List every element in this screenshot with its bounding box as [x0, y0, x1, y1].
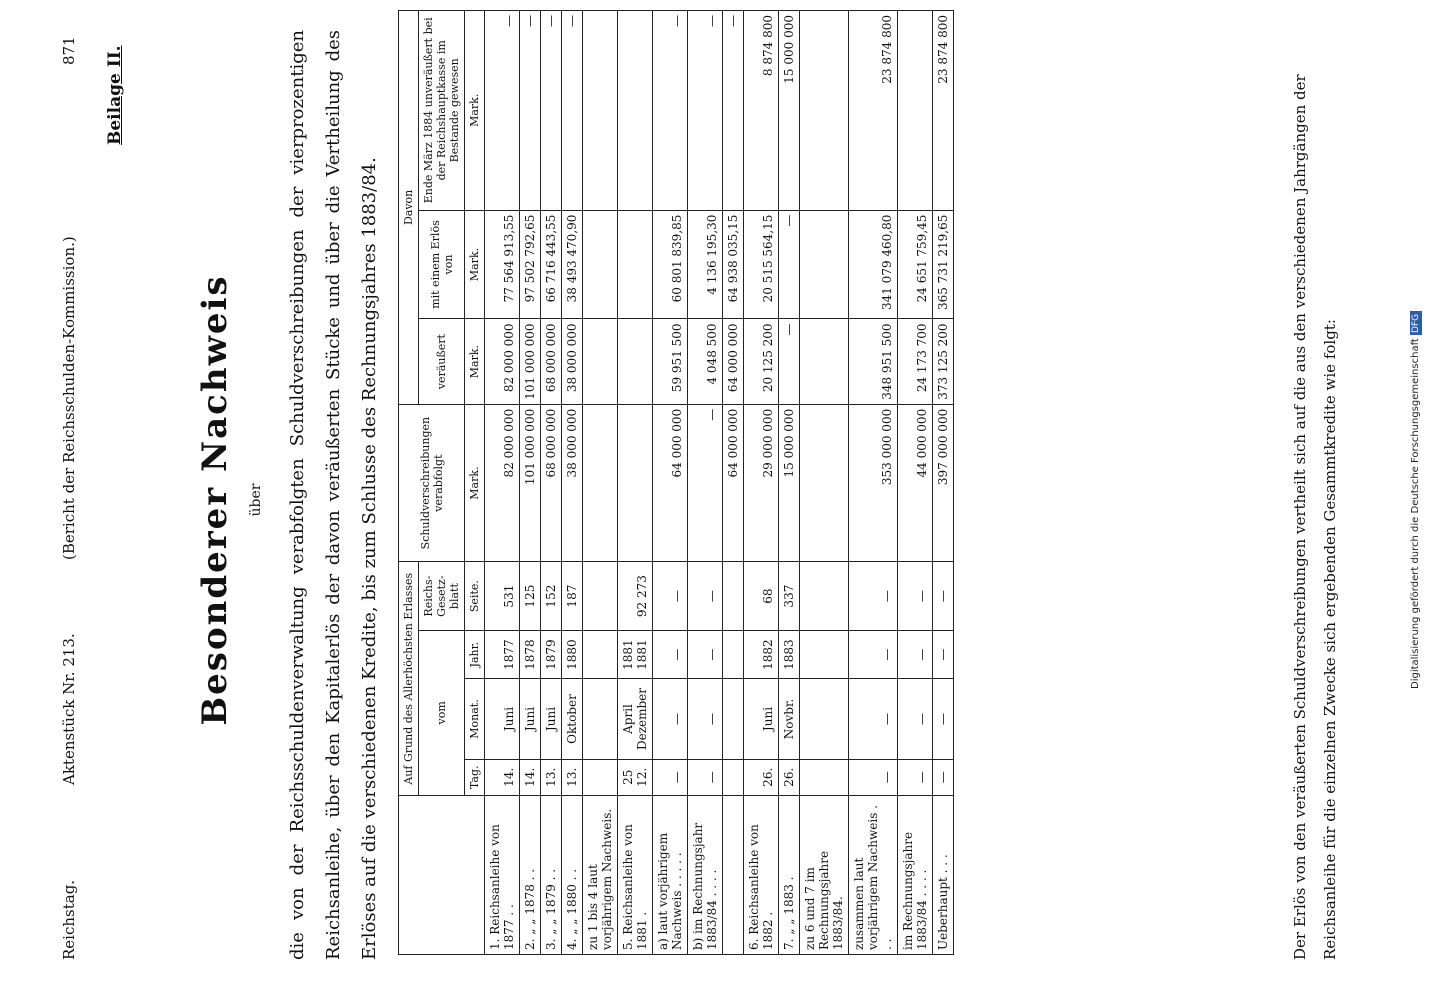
cell-tag: [583, 759, 618, 795]
cell-schuld: 82 000 000: [485, 404, 520, 562]
cell-jahr: 1882: [744, 630, 779, 679]
unit-mark: Mark.: [465, 11, 485, 211]
cell-jahr: [723, 630, 744, 679]
header-left: Reichstag.: [60, 879, 78, 960]
cell-jahr: 1877: [485, 630, 520, 679]
cell-monat: Juni: [541, 679, 562, 759]
table-row: [653, 11, 688, 955]
cell-jahr: [800, 630, 849, 679]
cell-seite: [800, 562, 849, 630]
table-row: [688, 11, 723, 955]
col-label: [399, 796, 485, 955]
title-description: die von der Reichsschuldenverwaltung verabfolgten Schuldverschreibungen der vierprozentigen Reichsanleihe, über den Kapitalerlös der davon veräußerten Stücke und über die Vertheilung des Erlöses auf die verschiedenen Kredite, bis zum Schlusse des Rechnungsjahres 1883/84.: [287, 30, 380, 960]
cell-ende: —: [485, 11, 520, 211]
cell-tag: —: [849, 759, 898, 795]
cell-schuld: 29 000 000: [744, 404, 779, 562]
digitization-note-text: Digitalisierung gefördert durch die Deutsche Forschungsgemeinschaft: [1410, 337, 1421, 689]
cell-ende: —: [520, 11, 541, 211]
cell-jahr: [583, 630, 618, 679]
cell-label: zu 6 und 7 im Rechnungsjahre 1883/84.: [800, 796, 849, 955]
cell-monat: —: [898, 679, 933, 759]
cell-ende: —: [653, 11, 688, 211]
cell-seite: —: [653, 562, 688, 630]
cell-label: 5. Reichsanleihe von 1881 .: [618, 796, 653, 955]
cell-schuld: 15 000 000: [779, 404, 800, 562]
cell-tag: 14.: [485, 759, 520, 795]
cell-erloes: 4 136 195,30: [688, 210, 723, 319]
table-row: [618, 11, 653, 955]
cell-ende: —: [541, 11, 562, 211]
cell-tag: 13.: [562, 759, 583, 795]
cell-jahr: 1881 1881: [618, 630, 653, 679]
col-grund: Auf Grund des Allerhöchsten Erlasses: [399, 562, 419, 796]
table-row: [933, 11, 954, 955]
cell-veraeussert: 82 000 000: [485, 319, 520, 404]
cell-monat: —: [653, 679, 688, 759]
digitization-note: [1410, 0, 1428, 1000]
cell-erloes: [583, 210, 618, 319]
cell-veraeussert: 373 125 200: [933, 319, 954, 404]
cell-erloes: [618, 210, 653, 319]
cell-label: im Rechnungsjahre 1883/84 . . . .: [898, 796, 933, 955]
cell-veraeussert: [800, 319, 849, 404]
table-row: [541, 11, 562, 955]
cell-erloes: 341 079 460,80: [849, 210, 898, 319]
cell-veraeussert: 4 048 500: [688, 319, 723, 404]
cell-erloes: 97 502 792,65: [520, 210, 541, 319]
cell-ende: —: [562, 11, 583, 211]
cell-seite: [583, 562, 618, 630]
cell-tag: 26.: [779, 759, 800, 795]
cell-veraeussert: 64 000 000: [723, 319, 744, 404]
cell-veraeussert: 59 951 500: [653, 319, 688, 404]
cell-seite: 68: [744, 562, 779, 630]
cell-jahr: —: [933, 630, 954, 679]
cell-schuld: 64 000 000: [723, 404, 744, 562]
cell-label: 1. Reichsanleihe von 1877 . .: [485, 796, 520, 955]
cell-tag: [800, 759, 849, 795]
cell-ende: 15 000 000: [779, 11, 800, 211]
cell-seite: 125: [520, 562, 541, 630]
cell-veraeussert: 68 000 000: [541, 319, 562, 404]
table-row: [898, 11, 933, 955]
cell-tag: 26.: [744, 759, 779, 795]
cell-erloes: 365 731 219,65: [933, 210, 954, 319]
cell-seite: 152: [541, 562, 562, 630]
nachweis-table: [398, 10, 954, 955]
cell-jahr: 1883: [779, 630, 800, 679]
col-erloes: mit einem Erlös von: [419, 210, 465, 319]
cell-ende: 23 874 800: [933, 11, 954, 211]
cell-label: b) im Rechnungsjahr 1883/84 . . . .: [688, 796, 723, 955]
table-row: [485, 11, 520, 955]
unit-mark: Mark.: [465, 404, 485, 562]
col-tag: Tag.: [465, 759, 485, 795]
cell-seite: 187: [562, 562, 583, 630]
cell-label: 3. „ „ 1879 . .: [541, 796, 562, 955]
col-veraeussert: veräußert: [419, 319, 465, 404]
cell-seite: —: [849, 562, 898, 630]
cell-schuld: 101 000 000: [520, 404, 541, 562]
cell-monat: Juni: [744, 679, 779, 759]
cell-jahr: 1880: [562, 630, 583, 679]
cell-veraeussert: 38 000 000: [562, 319, 583, 404]
cell-seite: —: [688, 562, 723, 630]
cell-veraeussert: 24 173 700: [898, 319, 933, 404]
unit-mark: Mark.: [465, 319, 485, 404]
col-monat: Monat.: [465, 679, 485, 759]
cell-ende: —: [723, 11, 744, 211]
cell-schuld: 397 000 000: [933, 404, 954, 562]
cell-schuld: 64 000 000: [653, 404, 688, 562]
cell-erloes: 60 801 839,85: [653, 210, 688, 319]
cell-label: 6. Reichsanleihe von 1882 .: [744, 796, 779, 955]
cell-seite: 337: [779, 562, 800, 630]
cell-erloes: 24 651 759,45: [898, 210, 933, 319]
col-schuld: Schuldverschreibungen verabfolgt: [399, 404, 465, 562]
table-row: [562, 11, 583, 955]
cell-monat: —: [933, 679, 954, 759]
cell-seite: 531: [485, 562, 520, 630]
dfg-logo: DFG: [1411, 313, 1421, 333]
title-ueber: über: [248, 483, 264, 517]
cell-monat: —: [849, 679, 898, 759]
cell-tag: —: [688, 759, 723, 795]
cell-monat: [800, 679, 849, 759]
cell-veraeussert: [583, 319, 618, 404]
table-row: [800, 11, 849, 955]
cell-schuld: 68 000 000: [541, 404, 562, 562]
cell-ende: [800, 11, 849, 211]
cell-seite: [723, 562, 744, 630]
cell-monat: Juni: [485, 679, 520, 759]
page-title: Besonderer Nachweis: [195, 274, 235, 726]
cell-ende: —: [688, 11, 723, 211]
header-report: (Bericht der Reichsschulden-Kommission.): [60, 236, 78, 560]
cell-schuld: —: [688, 404, 723, 562]
cell-seite: —: [933, 562, 954, 630]
footer-text: Der Erlös von den veräußerten Schuldverschreibungen vertheilt sich auf die aus den verschiedenen Jahrgängen der Reichsanleihe für die einzelnen Zwecke sich ergebenden Gesammtkredite wie folgt:: [1291, 74, 1339, 960]
cell-monat: [583, 679, 618, 759]
cell-label: zu 1 bis 4 laut vorjährigem Nachweis.: [583, 796, 618, 955]
cell-jahr: —: [688, 630, 723, 679]
cell-tag: 13.: [541, 759, 562, 795]
col-vom: vom: [419, 630, 465, 795]
cell-label: 4. „ „ 1880 . .: [562, 796, 583, 955]
cell-label: 7. „ „ 1883 .: [779, 796, 800, 955]
cell-jahr: 1878: [520, 630, 541, 679]
cell-veraeussert: 348 951 500: [849, 319, 898, 404]
cell-monat: [723, 679, 744, 759]
cell-seite: 92 273: [618, 562, 653, 630]
cell-veraeussert: 101 000 000: [520, 319, 541, 404]
cell-monat: Juni: [520, 679, 541, 759]
cell-ende: [898, 11, 933, 211]
cell-jahr: 1879: [541, 630, 562, 679]
unit-mark: Mark.: [465, 210, 485, 319]
beilage-label: Beilage II.: [105, 45, 125, 145]
col-rgb: Reichs-Gesetz-blatt: [419, 562, 465, 630]
cell-schuld: 44 000 000: [898, 404, 933, 562]
cell-seite: —: [898, 562, 933, 630]
col-seite: Seite.: [465, 562, 485, 630]
cell-ende: 23 874 800: [849, 11, 898, 211]
table-row: [583, 11, 618, 955]
cell-veraeussert: —: [779, 319, 800, 404]
cell-label: [723, 796, 744, 955]
table-row: [849, 11, 898, 955]
cell-schuld: [800, 404, 849, 562]
table-row: [744, 11, 779, 955]
cell-veraeussert: 20 125 200: [744, 319, 779, 404]
page-number: 871: [60, 36, 78, 65]
cell-erloes: 38 493 470,90: [562, 210, 583, 319]
table-row: [520, 11, 541, 955]
cell-label: Ueberhaupt . . .: [933, 796, 954, 955]
cell-monat: —: [688, 679, 723, 759]
cell-schuld: 353 000 000: [849, 404, 898, 562]
cell-schuld: [618, 404, 653, 562]
col-ende: Ende März 1884 unveräußert bei der Reichshauptkasse im Bestande gewesen: [419, 11, 465, 211]
cell-monat: April Dezember: [618, 679, 653, 759]
table-row: [779, 11, 800, 955]
cell-label: a) laut vorjährigem Nachweis . . . . .: [653, 796, 688, 955]
cell-jahr: —: [849, 630, 898, 679]
col-jahr: Jahr.: [465, 630, 485, 679]
cell-label: 2. „ „ 1878 . .: [520, 796, 541, 955]
cell-schuld: [583, 404, 618, 562]
cell-tag: —: [653, 759, 688, 795]
cell-monat: Novbr.: [779, 679, 800, 759]
cell-erloes: 77 564 913,55: [485, 210, 520, 319]
cell-ende: 8 874 800: [744, 11, 779, 211]
cell-erloes: —: [779, 210, 800, 319]
cell-erloes: [800, 210, 849, 319]
cell-ende: [583, 11, 618, 211]
cell-schuld: 38 000 000: [562, 404, 583, 562]
cell-tag: —: [898, 759, 933, 795]
cell-tag: —: [933, 759, 954, 795]
cell-tag: 14.: [520, 759, 541, 795]
cell-tag: 25 12.: [618, 759, 653, 795]
col-davon: Davon: [399, 11, 419, 405]
cell-jahr: —: [898, 630, 933, 679]
cell-erloes: 64 938 035,15: [723, 210, 744, 319]
cell-ende: [618, 11, 653, 211]
cell-erloes: 66 716 443,55: [541, 210, 562, 319]
header-document: Aktenstück Nr. 213.: [60, 633, 78, 785]
cell-monat: Oktober: [562, 679, 583, 759]
cell-label: zusammen laut vorjährigem Nachweis . . .: [849, 796, 898, 955]
table-row: [723, 11, 744, 955]
cell-veraeussert: [618, 319, 653, 404]
cell-erloes: 20 515 564,15: [744, 210, 779, 319]
cell-tag: [723, 759, 744, 795]
cell-jahr: —: [653, 630, 688, 679]
